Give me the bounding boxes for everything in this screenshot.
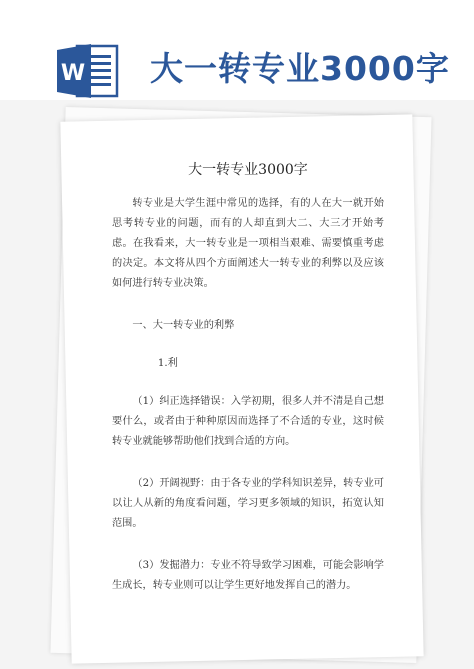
document-body [112,160,384,596]
sub-heading: 1.利 [157,358,178,369]
header-banner [0,0,474,112]
section-heading: 一、大一转专业的利弊 [132,320,235,331]
word-document-icon [57,44,119,98]
point-paragraph-2: （2）开阔视野：由于各专业的学科知识差异，转专业可以让人从新的角度看问题，学习更多领域的知识，拓宽认知范围。 [112,478,384,529]
point-paragraph-3: （3）发掘潜力：专业不符导致学习困难，可能会影响学生成长，转专业则可以让学生更好地发挥自己的潜力。 [112,560,384,591]
intro-paragraph: 转专业是大学生涯中常见的选择，有的人在大一就开始思考转专业的问题，而有的人却直到大二、大三才开始考虑。在我看来，大一转专业是一项相当艰难、需要慎重考虑的决定。本文将从四个方面阐述大一转专业的利弊以及应该如何进行转专业决策。 [112,198,384,289]
point-paragraph-1: （1）纠正选择错误：入学初期，很多人并不清是自己想要什么，或者由于种种原因而选择了不合适的专业，这时候转专业就能够帮助他们找到合适的方向。 [112,396,384,447]
svg-text:W: W [60,61,86,86]
header-title: 大一转专业3000字 [150,49,450,88]
document-title: 大一转专业3000字 [188,162,308,178]
